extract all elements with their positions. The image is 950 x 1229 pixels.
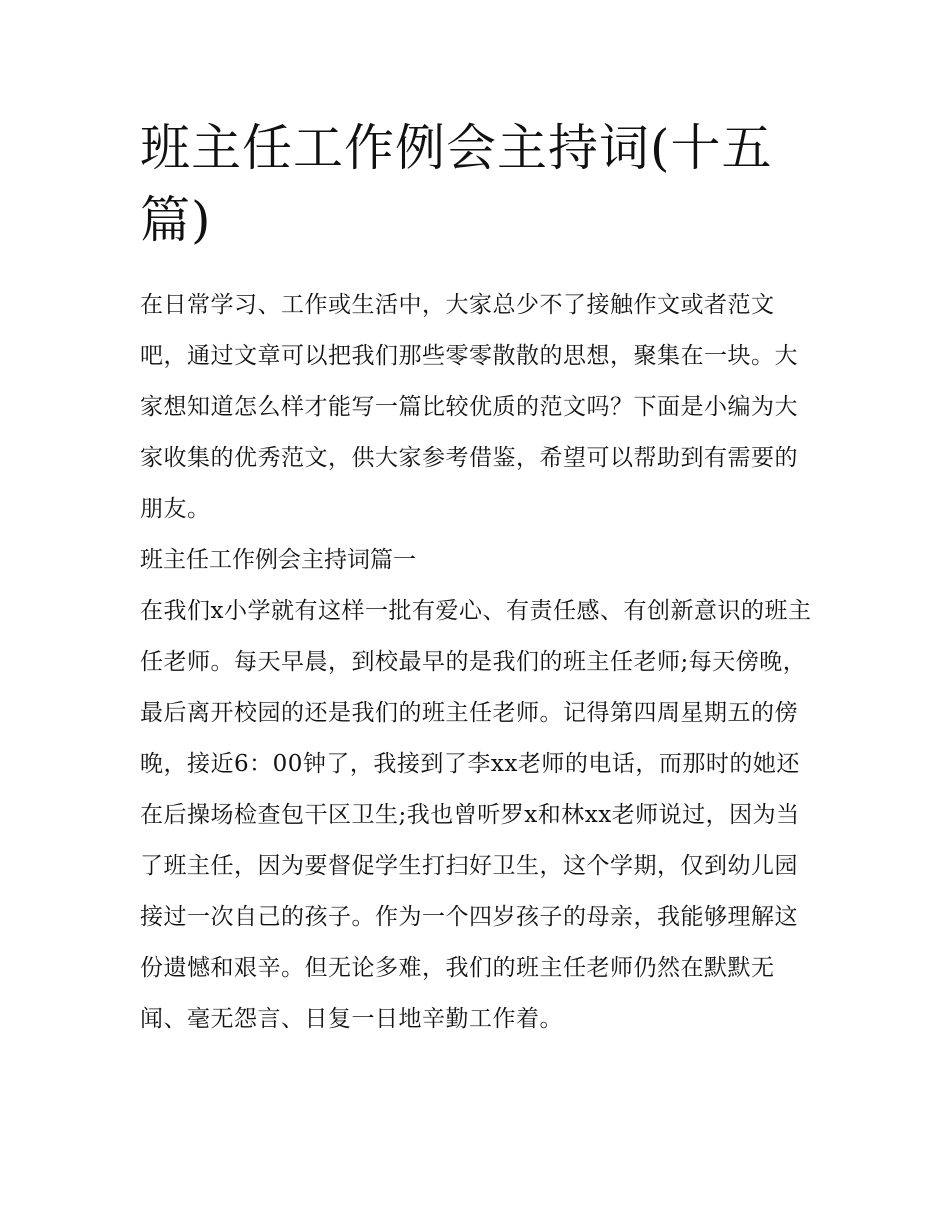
document-body [140,280,820,1045]
intro-paragraph: 在日常学习、工作或生活中，大家总少不了接触作文或者范文吧，通过文章可以把我们那些零零散散的思想，聚集在一块。大家想知道怎么样才能写一篇比较优质的范文吗？下面是小编为大家收集的优秀范文，供大家参考借鉴，希望可以帮助到有需要的朋友。 [140,292,798,522]
document-title: 班主任工作例会主持词(十五篇) [140,119,773,249]
section-heading: 班主任工作例会主持词篇一 [140,547,416,573]
section-paragraph: 在我们x小学就有这样一批有爱心、有责任感、有创新意识的班主任老师。每天早晨，到校最早的是我们的班主任老师;每天傍晚，最后离开校园的还是我们的班主任老师。记得第四周星期五的傍晚，接近6：00钟了，我接到了李xx老师的电话，而那时的她还在后操场检查包干区卫生;我也曾听罗x和林xx老师说过，因为当了班主任，因为要督促学生打扫好卫生，这个学期，仅到幼儿园接过一次自己的孩子。作为一个四岁孩子的母亲，我能够理解这份遗憾和艰辛。但无论多难，我们的班主任老师仍然在默默无闻、毫无怨言、日复一日地辛勤工作着。 [140,598,812,1032]
